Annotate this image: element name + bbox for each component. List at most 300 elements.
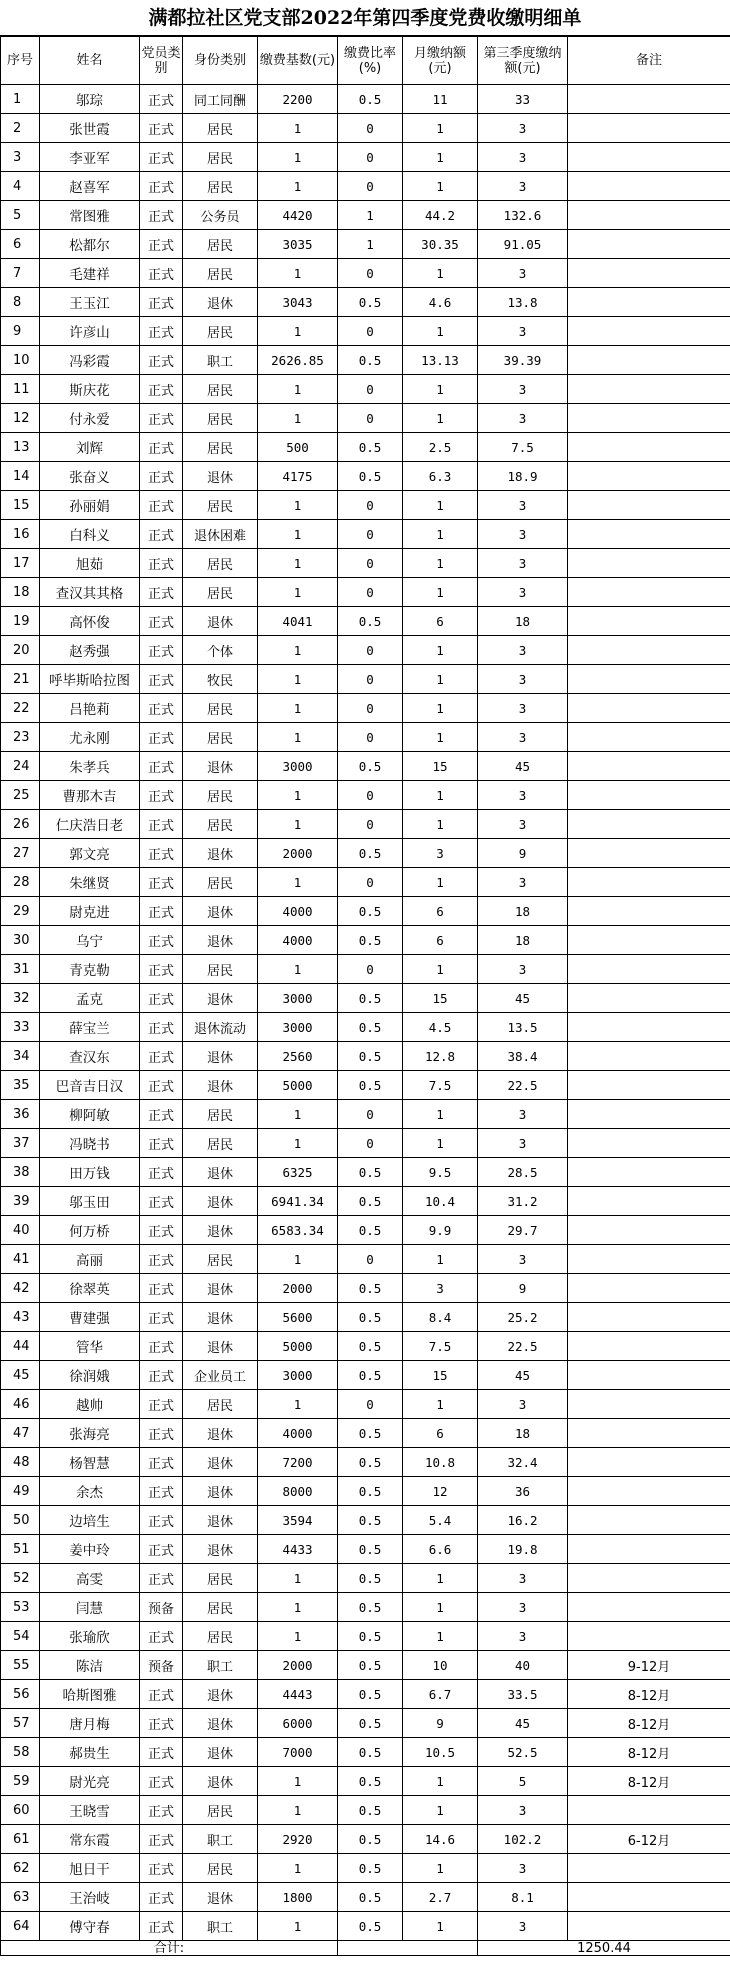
cell-name: 乌宁 (40, 926, 140, 955)
cell-name: 越帅 (40, 1390, 140, 1419)
cell-base: 4175 (258, 462, 338, 491)
col-header-idx: 序号 (1, 37, 40, 85)
cell-rate: 0.5 (338, 1535, 403, 1564)
cell-name: 赵喜军 (40, 172, 140, 201)
cell-name: 仁庆浩日老 (40, 810, 140, 839)
table-row (1, 1361, 730, 1390)
cell-member-type: 正式 (140, 607, 183, 636)
cell-quarter: 5 (478, 1767, 568, 1796)
cell-monthly: 1 (403, 1129, 478, 1158)
cell-note (568, 1912, 730, 1941)
cell-monthly: 6 (403, 897, 478, 926)
cell-monthly: 10.5 (403, 1738, 478, 1767)
cell-base: 1 (258, 1593, 338, 1622)
cell-name: 邬琮 (40, 85, 140, 114)
cell-identity: 牧民 (183, 665, 258, 694)
cell-monthly: 3 (403, 839, 478, 868)
cell-name: 徐翠英 (40, 1274, 140, 1303)
cell-monthly: 10.4 (403, 1187, 478, 1216)
cell-monthly: 1 (403, 172, 478, 201)
cell-quarter: 3 (478, 810, 568, 839)
cell-monthly: 15 (403, 1361, 478, 1390)
cell-idx: 46 (1, 1390, 40, 1419)
total-label: 合计: (1, 1941, 338, 1956)
cell-name: 张奋义 (40, 462, 140, 491)
cell-identity: 居民 (183, 1796, 258, 1825)
table-row (1, 694, 730, 723)
cell-quarter: 13.8 (478, 288, 568, 317)
cell-name: 唐月梅 (40, 1709, 140, 1738)
cell-note (568, 1042, 730, 1071)
cell-note (568, 1100, 730, 1129)
cell-member-type: 正式 (140, 1535, 183, 1564)
cell-identity: 退休 (183, 1332, 258, 1361)
cell-monthly: 9 (403, 1709, 478, 1738)
cell-rate: 0.5 (338, 462, 403, 491)
cell-identity: 退休 (183, 839, 258, 868)
cell-monthly: 1 (403, 375, 478, 404)
cell-quarter: 33.5 (478, 1680, 568, 1709)
cell-base: 1 (258, 317, 338, 346)
cell-idx: 19 (1, 607, 40, 636)
cell-monthly: 1 (403, 578, 478, 607)
cell-member-type: 正式 (140, 1767, 183, 1796)
col-header-quarter: 第三季度缴纳额(元) (478, 37, 568, 85)
cell-note (568, 114, 730, 143)
cell-member-type: 正式 (140, 462, 183, 491)
cell-quarter: 132.6 (478, 201, 568, 230)
cell-note (568, 317, 730, 346)
cell-rate: 0.5 (338, 1796, 403, 1825)
table-row (1, 1796, 730, 1825)
cell-idx: 20 (1, 636, 40, 665)
col-header-monthly: 月缴纳额(元) (403, 37, 478, 85)
cell-name: 冯晓书 (40, 1129, 140, 1158)
cell-base: 2000 (258, 1651, 338, 1680)
cell-idx: 36 (1, 1100, 40, 1129)
cell-member-type: 正式 (140, 433, 183, 462)
cell-name: 旭茹 (40, 549, 140, 578)
table-body (1, 85, 730, 1956)
cell-quarter: 9 (478, 839, 568, 868)
cell-note (568, 1448, 730, 1477)
table-row (1, 1564, 730, 1593)
cell-monthly: 1 (403, 491, 478, 520)
cell-quarter: 3 (478, 1129, 568, 1158)
cell-rate: 0.5 (338, 1419, 403, 1448)
cell-base: 3043 (258, 288, 338, 317)
cell-base: 1 (258, 1767, 338, 1796)
cell-name: 刘辉 (40, 433, 140, 462)
cell-member-type: 正式 (140, 375, 183, 404)
cell-member-type: 正式 (140, 549, 183, 578)
cell-name: 孟克 (40, 984, 140, 1013)
cell-note (568, 1622, 730, 1651)
cell-name: 赵秀强 (40, 636, 140, 665)
cell-base: 1 (258, 172, 338, 201)
cell-base: 3000 (258, 984, 338, 1013)
cell-base: 5000 (258, 1332, 338, 1361)
cell-rate: 0.5 (338, 1651, 403, 1680)
cell-note (568, 1390, 730, 1419)
cell-quarter: 3 (478, 694, 568, 723)
cell-idx: 53 (1, 1593, 40, 1622)
cell-monthly: 13.13 (403, 346, 478, 375)
cell-base: 5600 (258, 1303, 338, 1332)
cell-base: 1 (258, 114, 338, 143)
table-row (1, 201, 730, 230)
total-spacer (338, 1941, 478, 1956)
table-row (1, 897, 730, 926)
cell-base: 6325 (258, 1158, 338, 1187)
cell-name: 徐润娥 (40, 1361, 140, 1390)
cell-rate: 0.5 (338, 984, 403, 1013)
cell-monthly: 1 (403, 1854, 478, 1883)
cell-idx: 29 (1, 897, 40, 926)
table-row (1, 1709, 730, 1738)
cell-rate: 0 (338, 781, 403, 810)
cell-name: 冯彩霞 (40, 346, 140, 375)
cell-name: 曹那木吉 (40, 781, 140, 810)
cell-note: 8-12月 (568, 1767, 730, 1796)
table-row (1, 433, 730, 462)
cell-idx: 42 (1, 1274, 40, 1303)
cell-identity: 退休 (183, 1158, 258, 1187)
cell-identity: 公务员 (183, 201, 258, 230)
cell-note (568, 636, 730, 665)
cell-base: 1 (258, 1129, 338, 1158)
cell-monthly: 1 (403, 143, 478, 172)
cell-identity: 企业员工 (183, 1361, 258, 1390)
cell-note: 6-12月 (568, 1825, 730, 1854)
cell-rate: 0.5 (338, 1071, 403, 1100)
cell-idx: 57 (1, 1709, 40, 1738)
cell-idx: 35 (1, 1071, 40, 1100)
cell-idx: 58 (1, 1738, 40, 1767)
cell-member-type: 正式 (140, 781, 183, 810)
cell-rate: 0.5 (338, 1622, 403, 1651)
cell-monthly: 9.9 (403, 1216, 478, 1245)
cell-name: 许彦山 (40, 317, 140, 346)
cell-base: 1 (258, 1912, 338, 1941)
cell-rate: 0 (338, 114, 403, 143)
cell-base: 3594 (258, 1506, 338, 1535)
cell-monthly: 1 (403, 955, 478, 984)
cell-base: 8000 (258, 1477, 338, 1506)
cell-idx: 61 (1, 1825, 40, 1854)
cell-rate: 0.5 (338, 839, 403, 868)
cell-member-type: 预备 (140, 1651, 183, 1680)
cell-idx: 28 (1, 868, 40, 897)
cell-monthly: 1 (403, 1245, 478, 1274)
cell-note (568, 955, 730, 984)
table-row (1, 1100, 730, 1129)
table-row (1, 346, 730, 375)
cell-name: 郭文亮 (40, 839, 140, 868)
cell-idx: 5 (1, 201, 40, 230)
cell-quarter: 28.5 (478, 1158, 568, 1187)
cell-base: 3000 (258, 752, 338, 781)
cell-note (568, 491, 730, 520)
cell-identity: 居民 (183, 1245, 258, 1274)
table-row (1, 1651, 730, 1680)
cell-monthly: 14.6 (403, 1825, 478, 1854)
cell-rate: 0 (338, 868, 403, 897)
cell-rate: 0.5 (338, 1274, 403, 1303)
cell-idx: 23 (1, 723, 40, 752)
cell-member-type: 正式 (140, 1419, 183, 1448)
cell-note (568, 665, 730, 694)
cell-member-type: 正式 (140, 491, 183, 520)
cell-monthly: 7.5 (403, 1071, 478, 1100)
cell-name: 毛建祥 (40, 259, 140, 288)
cell-base: 3000 (258, 1361, 338, 1390)
cell-note (568, 1303, 730, 1332)
cell-base: 1 (258, 1622, 338, 1651)
table-row (1, 1680, 730, 1709)
cell-member-type: 正式 (140, 1796, 183, 1825)
cell-identity: 退休 (183, 1506, 258, 1535)
cell-rate: 0.5 (338, 433, 403, 462)
cell-base: 4000 (258, 1419, 338, 1448)
cell-member-type: 正式 (140, 1332, 183, 1361)
cell-name: 查汉东 (40, 1042, 140, 1071)
cell-member-type: 正式 (140, 346, 183, 375)
cell-base: 3000 (258, 1013, 338, 1042)
table-row (1, 85, 730, 114)
cell-identity: 居民 (183, 404, 258, 433)
cell-base: 1 (258, 578, 338, 607)
cell-rate: 0.5 (338, 85, 403, 114)
cell-name: 尤永刚 (40, 723, 140, 752)
cell-idx: 25 (1, 781, 40, 810)
cell-member-type: 正式 (140, 1622, 183, 1651)
cell-base: 1800 (258, 1883, 338, 1912)
cell-idx: 34 (1, 1042, 40, 1071)
table-row (1, 1738, 730, 1767)
cell-note (568, 1071, 730, 1100)
table-row (1, 1332, 730, 1361)
cell-monthly: 1 (403, 259, 478, 288)
cell-quarter: 3 (478, 143, 568, 172)
header-row (1, 37, 730, 85)
cell-base: 4041 (258, 607, 338, 636)
table-row (1, 868, 730, 897)
cell-identity: 居民 (183, 1390, 258, 1419)
cell-monthly: 12.8 (403, 1042, 478, 1071)
cell-identity: 职工 (183, 346, 258, 375)
cell-identity: 居民 (183, 375, 258, 404)
cell-member-type: 正式 (140, 230, 183, 259)
cell-note (568, 897, 730, 926)
cell-idx: 14 (1, 462, 40, 491)
total-value: 1250.44 (478, 1941, 730, 1956)
cell-rate: 1 (338, 201, 403, 230)
cell-monthly: 1 (403, 1390, 478, 1419)
cell-note: 9-12月 (568, 1651, 730, 1680)
cell-quarter: 3 (478, 781, 568, 810)
cell-base: 1 (258, 549, 338, 578)
cell-rate: 0 (338, 1390, 403, 1419)
cell-monthly: 6 (403, 1419, 478, 1448)
cell-quarter: 18 (478, 607, 568, 636)
cell-base: 7200 (258, 1448, 338, 1477)
cell-member-type: 正式 (140, 1129, 183, 1158)
cell-member-type: 预备 (140, 1593, 183, 1622)
cell-name: 吕艳莉 (40, 694, 140, 723)
cell-identity: 退休 (183, 462, 258, 491)
col-header-name: 姓名 (40, 37, 140, 85)
cell-rate: 0.5 (338, 1158, 403, 1187)
table-row (1, 1622, 730, 1651)
cell-monthly: 15 (403, 752, 478, 781)
cell-base: 1 (258, 1854, 338, 1883)
table-row (1, 839, 730, 868)
cell-monthly: 12 (403, 1477, 478, 1506)
cell-idx: 13 (1, 433, 40, 462)
cell-member-type: 正式 (140, 1709, 183, 1738)
cell-note (568, 375, 730, 404)
cell-monthly: 1 (403, 781, 478, 810)
cell-rate: 0.5 (338, 1883, 403, 1912)
cell-monthly: 1 (403, 868, 478, 897)
cell-identity: 退休 (183, 1274, 258, 1303)
cell-rate: 0.5 (338, 1216, 403, 1245)
cell-name: 尉克进 (40, 897, 140, 926)
cell-rate: 0 (338, 1100, 403, 1129)
cell-idx: 8 (1, 288, 40, 317)
cell-member-type: 正式 (140, 926, 183, 955)
cell-quarter: 52.5 (478, 1738, 568, 1767)
cell-member-type: 正式 (140, 288, 183, 317)
cell-rate: 0 (338, 636, 403, 665)
cell-member-type: 正式 (140, 201, 183, 230)
cell-idx: 43 (1, 1303, 40, 1332)
cell-note (568, 781, 730, 810)
table-row (1, 404, 730, 433)
cell-member-type: 正式 (140, 1013, 183, 1042)
cell-quarter: 9 (478, 1274, 568, 1303)
cell-name: 巴音吉日汉 (40, 1071, 140, 1100)
cell-identity: 居民 (183, 317, 258, 346)
cell-idx: 12 (1, 404, 40, 433)
cell-base: 1 (258, 375, 338, 404)
cell-note (568, 752, 730, 781)
cell-identity: 退休 (183, 1419, 258, 1448)
cell-monthly: 6.6 (403, 1535, 478, 1564)
cell-quarter: 18 (478, 1419, 568, 1448)
cell-quarter: 3 (478, 1796, 568, 1825)
cell-base: 1 (258, 868, 338, 897)
cell-base: 1 (258, 1390, 338, 1419)
cell-identity: 居民 (183, 955, 258, 984)
cell-idx: 24 (1, 752, 40, 781)
cell-note (568, 984, 730, 1013)
table-row (1, 984, 730, 1013)
cell-note (568, 346, 730, 375)
cell-idx: 16 (1, 520, 40, 549)
cell-name: 斯庆花 (40, 375, 140, 404)
cell-rate: 0.5 (338, 752, 403, 781)
cell-base: 2000 (258, 839, 338, 868)
cell-rate: 0.5 (338, 1332, 403, 1361)
cell-name: 查汉其其格 (40, 578, 140, 607)
cell-identity: 退休 (183, 1042, 258, 1071)
cell-rate: 0 (338, 520, 403, 549)
cell-idx: 45 (1, 1361, 40, 1390)
cell-quarter: 39.39 (478, 346, 568, 375)
table-row (1, 288, 730, 317)
cell-note (568, 578, 730, 607)
cell-rate: 0.5 (338, 1709, 403, 1738)
cell-name: 陈洁 (40, 1651, 140, 1680)
cell-name: 孙丽娟 (40, 491, 140, 520)
cell-rate: 1 (338, 230, 403, 259)
cell-identity: 退休 (183, 1680, 258, 1709)
cell-rate: 0.5 (338, 1854, 403, 1883)
cell-monthly: 3 (403, 1274, 478, 1303)
table-row (1, 1303, 730, 1332)
cell-name: 余杰 (40, 1477, 140, 1506)
cell-idx: 37 (1, 1129, 40, 1158)
cell-identity: 居民 (183, 549, 258, 578)
table-row (1, 317, 730, 346)
cell-quarter: 3 (478, 1564, 568, 1593)
cell-rate: 0.5 (338, 1767, 403, 1796)
cell-identity: 退休 (183, 926, 258, 955)
cell-identity: 居民 (183, 230, 258, 259)
fee-table (0, 36, 730, 1956)
cell-quarter: 19.8 (478, 1535, 568, 1564)
cell-base: 1 (258, 810, 338, 839)
table-row (1, 1593, 730, 1622)
cell-base: 2560 (258, 1042, 338, 1071)
cell-note (568, 1796, 730, 1825)
cell-note (568, 549, 730, 578)
cell-member-type: 正式 (140, 1477, 183, 1506)
cell-quarter: 91.05 (478, 230, 568, 259)
cell-name: 张海亮 (40, 1419, 140, 1448)
cell-note (568, 1535, 730, 1564)
cell-monthly: 1 (403, 549, 478, 578)
cell-quarter: 3 (478, 636, 568, 665)
cell-monthly: 1 (403, 1767, 478, 1796)
cell-identity: 居民 (183, 259, 258, 288)
cell-monthly: 6.3 (403, 462, 478, 491)
cell-base: 1 (258, 694, 338, 723)
cell-base: 1 (258, 1564, 338, 1593)
table-row (1, 259, 730, 288)
cell-rate: 0 (338, 1245, 403, 1274)
cell-quarter: 38.4 (478, 1042, 568, 1071)
cell-member-type: 正式 (140, 1158, 183, 1187)
cell-idx: 9 (1, 317, 40, 346)
cell-base: 6000 (258, 1709, 338, 1738)
cell-monthly: 1 (403, 404, 478, 433)
cell-identity: 退休 (183, 897, 258, 926)
cell-quarter: 36 (478, 1477, 568, 1506)
cell-idx: 62 (1, 1854, 40, 1883)
cell-member-type: 正式 (140, 172, 183, 201)
cell-quarter: 18.9 (478, 462, 568, 491)
cell-member-type: 正式 (140, 984, 183, 1013)
cell-monthly: 1 (403, 1622, 478, 1651)
table-row (1, 143, 730, 172)
cell-member-type: 正式 (140, 317, 183, 346)
cell-monthly: 1 (403, 1912, 478, 1941)
cell-base: 3035 (258, 230, 338, 259)
sheet-title: 满都拉社区党支部2022年第四季度党费收缴明细单 (0, 0, 730, 36)
